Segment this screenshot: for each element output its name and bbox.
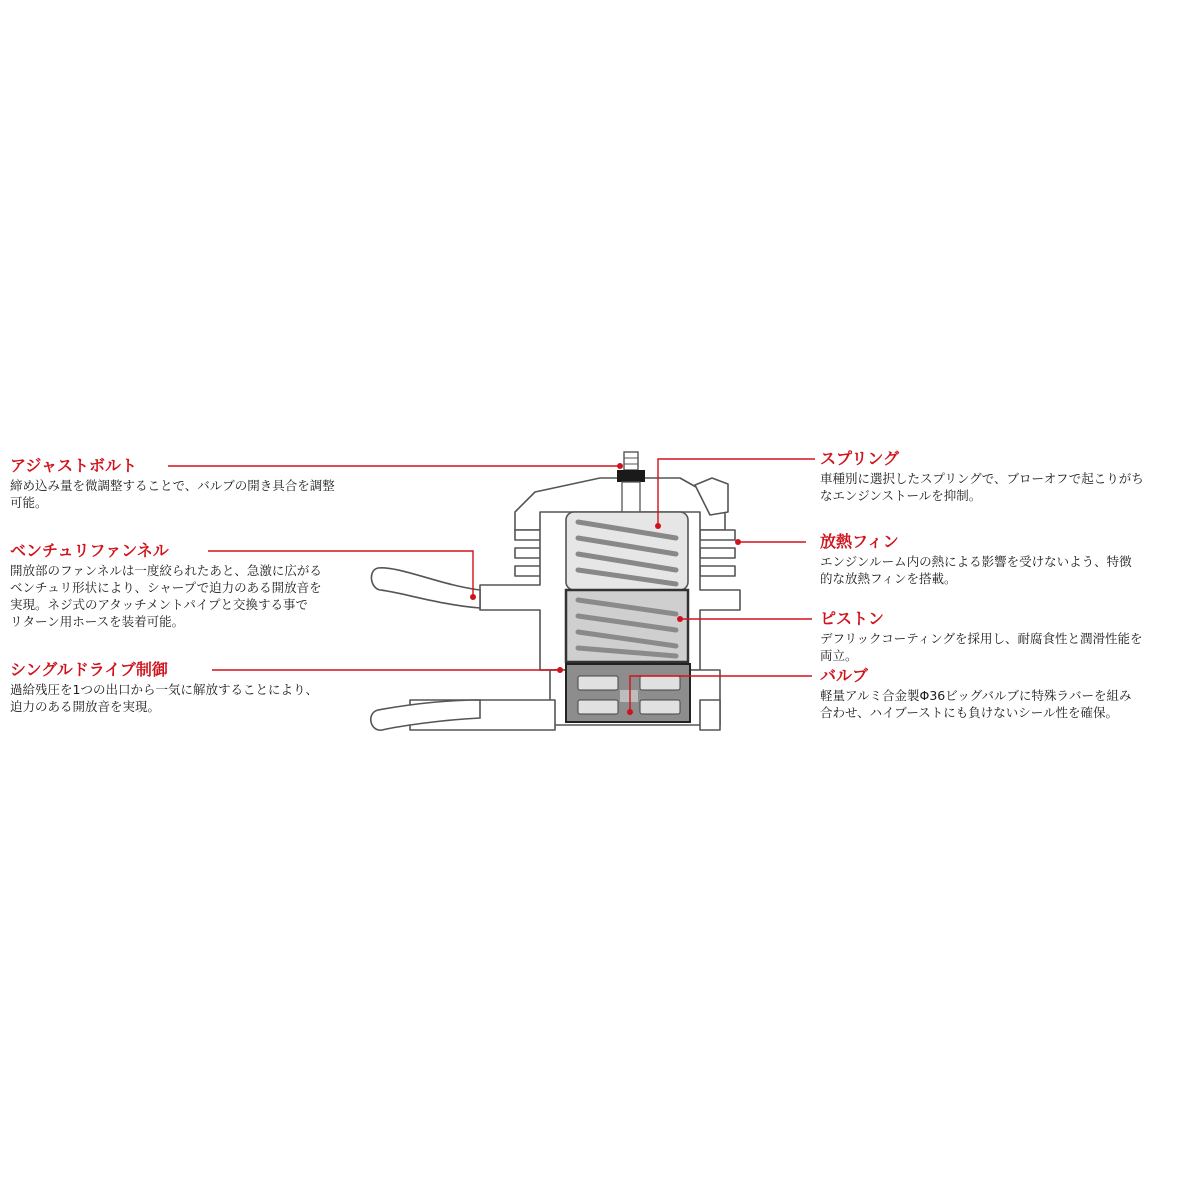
desc-line: 実現。ネジ式のアタッチメントパイプと交換する事で [10,597,309,612]
callout-spring [820,449,1195,504]
desc-line: なエンジンストールを抑制。 [820,488,982,503]
desc-line: 軽量アルミ合金製Φ36ビッグバルブに特殊ラバーを組み [820,688,1132,703]
callout-title: アジャストボルト [10,456,138,475]
callout-venturi [10,541,390,630]
desc-line: 合わせ、ハイブーストにも負けないシール性を確保。 [820,705,1119,720]
desc-line: 両立。 [820,648,858,663]
desc-line: 過給残圧を1つの出口から一気に解放することにより、 [10,682,318,697]
desc-line: 締め込み量を微調整することで、バルブの開き具合を調整 [10,478,335,493]
callout-title: バルブ [820,666,869,685]
desc-line: 開放部のファンネルは一度絞られたあと、急激に広がる [10,563,322,578]
callout-description [10,681,390,715]
desc-line: 可能。 [10,495,48,510]
desc-line: エンジンルーム内の熱による影響を受けないよう、特徴 [820,554,1132,569]
callout-description [820,630,1195,664]
callout-valve [820,666,1195,721]
desc-line: リターン用ホースを装着可能。 [10,614,185,629]
callout-title: 放熱フィン [820,532,899,551]
desc-line: 車種別に選択したスプリングで、ブローオフで起こりがち [820,471,1144,486]
desc-line: ベンチュリ形状により、シャープで迫力のある開放音を [10,580,322,595]
callout-single-drive [10,660,390,715]
callout-title: ベンチュリファンネル [10,541,169,560]
callout-title: スプリング [820,449,900,468]
callout-description [820,687,1195,721]
callout-description [10,477,400,511]
desc-line: 迫力のある開放音を実現。 [10,699,161,714]
callout-description [10,562,390,630]
desc-line: 的な放熱フィンを搭載。 [820,571,957,586]
callout-piston [820,609,1195,664]
callout-adjust-bolt [10,456,400,511]
callout-fin [820,532,1195,587]
callout-description [820,553,1195,587]
callout-title: ピストン [820,609,885,628]
desc-line: デフリックコーティングを採用し、耐腐食性と潤滑性能を [820,631,1143,646]
callout-title: シングルドライブ制御 [10,660,168,679]
callout-description [820,470,1195,504]
